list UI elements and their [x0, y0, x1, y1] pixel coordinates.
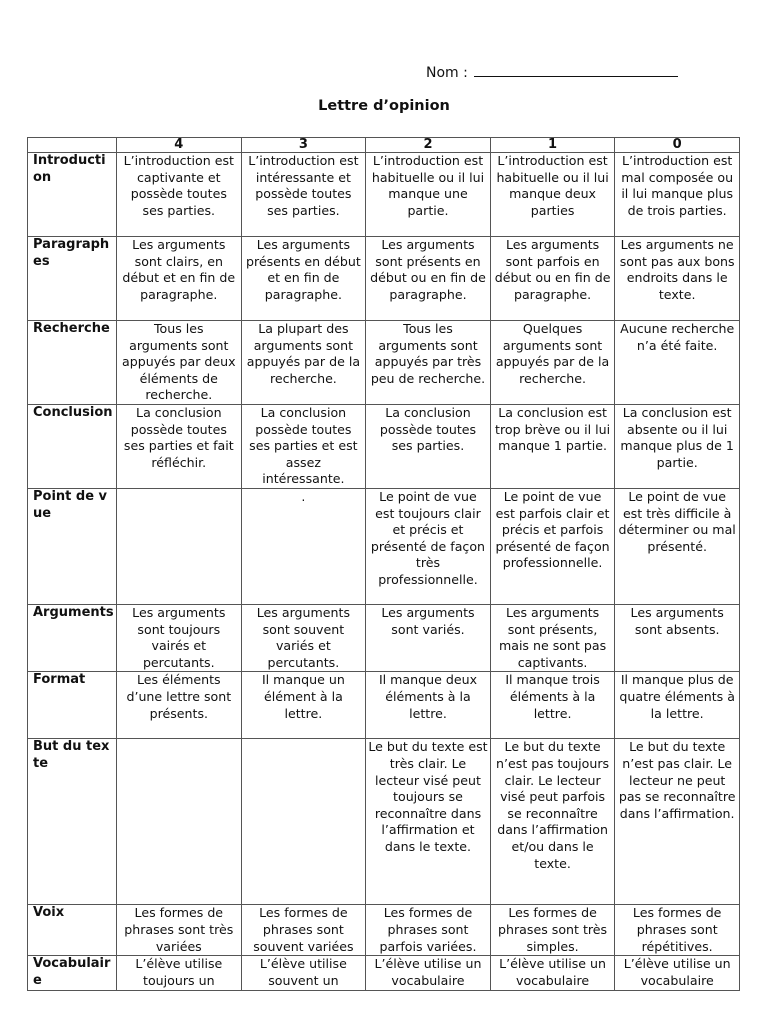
document-title: Lettre d’opinion	[318, 98, 450, 114]
rubric-cell: L’élève utilise toujours un	[117, 956, 242, 990]
rubric-cell: Les éléments d’une lettre sont présents.	[117, 672, 242, 739]
rubric-cell: La conclusion est trop brève ou il lui manque 1 partie.	[490, 404, 615, 488]
rubric-cell: Les arguments sont toujours vairés et percutants.	[117, 604, 242, 671]
criterion-cell: Point de vue	[28, 488, 117, 604]
criterion-cell: Introduction	[28, 153, 117, 237]
criterion-cell: Conclusion	[28, 404, 117, 488]
rubric-cell: .	[241, 488, 366, 604]
rubric-cell: Les formes de phrases sont très simples.	[490, 905, 615, 956]
rubric-cell: Les formes de phrases sont répétitives.	[615, 905, 740, 956]
criterion-cell: Recherche	[28, 321, 117, 405]
rubric-cell: Il manque deux éléments à la lettre.	[366, 672, 491, 739]
table-row	[28, 488, 740, 604]
table-row	[28, 956, 740, 990]
table-row	[28, 153, 740, 237]
rubric-cell: Les arguments présents en début et en fin de paragraphe.	[241, 237, 366, 321]
criterion-cell: Arguments	[28, 604, 117, 671]
rubric-cell: L’introduction est intéressante et possède toutes ses parties.	[241, 153, 366, 237]
rubric-cell: Quelques arguments sont appuyés par de la recherche.	[490, 321, 615, 405]
rubric-cell: Les formes de phrases sont souvent variées	[241, 905, 366, 956]
rubric-cell: La conclusion est absente ou il lui manque plus de 1 partie.	[615, 404, 740, 488]
table-row	[28, 739, 740, 905]
rubric-cell: Le but du texte n’est pas clair. Le lecteur ne peut pas se reconnaître dans l’affirmation.	[615, 739, 740, 905]
rubric-cell	[117, 739, 242, 905]
rubric-cell: Le but du texte n’est pas toujours clair. Le lecteur visé peut parfois se reconnaître dans l’affirmation et/ou dans le texte.	[490, 739, 615, 905]
rubric-cell: Les arguments ne sont pas aux bons endroits dans le texte.	[615, 237, 740, 321]
table-row	[28, 672, 740, 739]
rubric-cell	[241, 739, 366, 905]
rubric-cell: Il manque trois éléments à la lettre.	[490, 672, 615, 739]
header-cell-score-2: 2	[366, 138, 491, 153]
rubric-cell: L’introduction est mal composée ou il lui manque plus de trois parties.	[615, 153, 740, 237]
rubric-cell: Les arguments sont absents.	[615, 604, 740, 671]
criterion-cell: Vocabulaire	[28, 956, 117, 990]
rubric-cell: L’introduction est habituelle ou il lui manque une partie.	[366, 153, 491, 237]
rubric-cell: Les formes de phrases sont parfois variées.	[366, 905, 491, 956]
rubric-cell	[117, 488, 242, 604]
header-cell-criterion	[28, 138, 117, 153]
rubric-cell: Aucune recherche n’a été faite.	[615, 321, 740, 405]
rubric-cell: Tous les arguments sont appuyés par très peu de recherche.	[366, 321, 491, 405]
criterion-cell: Paragraphes	[28, 237, 117, 321]
rubric-cell: Les arguments sont clairs, en début et en fin de paragraphe.	[117, 237, 242, 321]
header-row	[28, 138, 740, 153]
rubric-cell: Le point de vue est toujours clair et précis et présenté de façon très professionnelle.	[366, 488, 491, 604]
name-field	[426, 62, 678, 81]
criterion-cell: Format	[28, 672, 117, 739]
rubric-cell: Il manque un élément à la lettre.	[241, 672, 366, 739]
rubric-cell: L’élève utilise un vocabulaire	[490, 956, 615, 990]
name-label: Nom :	[426, 65, 468, 81]
rubric-cell: Tous les arguments sont appuyés par deux éléments de recherche.	[117, 321, 242, 405]
header-cell-score-4: 4	[117, 138, 242, 153]
rubric-cell: Les arguments sont présents, mais ne sont pas captivants.	[490, 604, 615, 671]
rubric-cell: Il manque plus de quatre éléments à la lettre.	[615, 672, 740, 739]
rubric-cell: L’introduction est habituelle ou il lui manque deux parties	[490, 153, 615, 237]
rubric-cell: Les arguments sont parfois en début ou en fin de paragraphe.	[490, 237, 615, 321]
rubric-cell: Les arguments sont présents en début ou en fin de paragraphe.	[366, 237, 491, 321]
rubric-cell: La plupart des arguments sont appuyés par de la recherche.	[241, 321, 366, 405]
table-row	[28, 604, 740, 671]
rubric-cell: Les formes de phrases sont très variées	[117, 905, 242, 956]
rubric-table	[27, 137, 740, 991]
name-blank-line[interactable]	[474, 62, 678, 77]
header-cell-score-0: 0	[615, 138, 740, 153]
rubric-cell: La conclusion possède toutes ses parties et est assez intéressante.	[241, 404, 366, 488]
rubric-cell: L’introduction est captivante et possède toutes ses parties.	[117, 153, 242, 237]
rubric-cell: L’élève utilise souvent un	[241, 956, 366, 990]
rubric-cell: La conclusion possède toutes ses parties et fait réfléchir.	[117, 404, 242, 488]
rubric-cell: L’élève utilise un vocabulaire	[615, 956, 740, 990]
rubric-cell: Les arguments sont souvent variés et percutants.	[241, 604, 366, 671]
table-row	[28, 905, 740, 956]
table-row	[28, 237, 740, 321]
rubric-cell: Le but du texte est très clair. Le lecteur visé peut toujours se reconnaître dans l’affirmation et dans le texte.	[366, 739, 491, 905]
rubric-cell: La conclusion possède toutes ses parties.	[366, 404, 491, 488]
header-cell-score-1: 1	[490, 138, 615, 153]
criterion-cell: Voix	[28, 905, 117, 956]
rubric-cell: Les arguments sont variés.	[366, 604, 491, 671]
rubric-cell: L’élève utilise un vocabulaire	[366, 956, 491, 990]
table-row	[28, 321, 740, 405]
header-cell-score-3: 3	[241, 138, 366, 153]
rubric-cell: Le point de vue est très difficile à déterminer ou mal présenté.	[615, 488, 740, 604]
table-row	[28, 404, 740, 488]
criterion-cell: But du texte	[28, 739, 117, 905]
rubric-cell: Le point de vue est parfois clair et précis et parfois présenté de façon professionnelle.	[490, 488, 615, 604]
